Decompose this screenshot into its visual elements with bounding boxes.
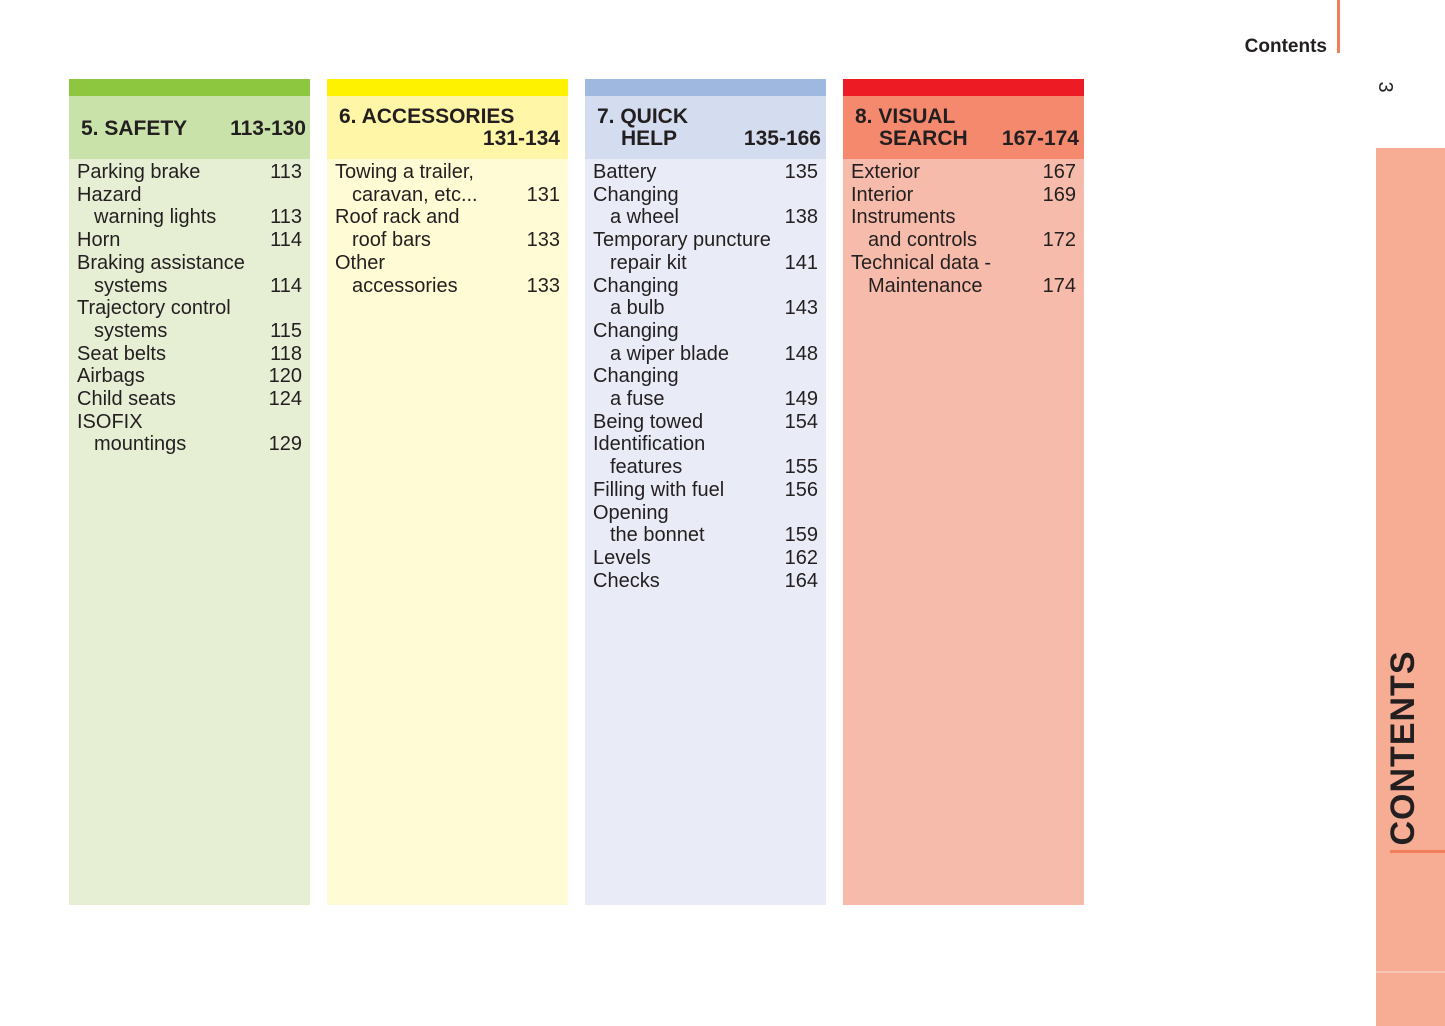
toc-entry[interactable] bbox=[77, 343, 302, 366]
toc-entry-label: ISOFIX bbox=[77, 410, 143, 433]
section-header[interactable] bbox=[327, 96, 568, 159]
toc-entry-page: 143 bbox=[784, 297, 818, 320]
toc-entry-label: Interior bbox=[851, 183, 914, 206]
toc-entry-line bbox=[593, 252, 818, 275]
toc-entry-line bbox=[593, 411, 818, 434]
toc-entry-line bbox=[851, 252, 1076, 275]
toc-entry-page: 131 bbox=[526, 183, 560, 206]
toc-entry-line bbox=[77, 320, 302, 343]
toc-entry-label: systems bbox=[94, 274, 168, 297]
toc-entry-line bbox=[851, 229, 1076, 252]
toc-entry[interactable] bbox=[851, 206, 1076, 251]
toc-entry-label: Braking assistance bbox=[77, 251, 245, 274]
toc-entry-label: Battery bbox=[593, 161, 657, 183]
toc-entry-line bbox=[851, 275, 1076, 298]
toc-entry-label: features bbox=[610, 456, 683, 479]
toc-entry-page: 124 bbox=[268, 388, 302, 411]
section-title-line1: 7. QUICK bbox=[597, 105, 689, 128]
section-column-quick-help bbox=[585, 79, 826, 905]
toc-entry-line bbox=[77, 343, 302, 366]
toc-entry-label: a fuse bbox=[610, 388, 665, 411]
toc-entry[interactable] bbox=[593, 547, 818, 570]
toc-entry-label: a bulb bbox=[610, 297, 665, 320]
toc-entry-label: Changing bbox=[593, 319, 679, 342]
toc-entry-label: Identification bbox=[593, 433, 706, 456]
section-title: 6. ACCESSORIES bbox=[339, 105, 515, 128]
toc-entry-line bbox=[77, 297, 302, 320]
toc-entry-page: 164 bbox=[784, 569, 818, 592]
toc-entry-line bbox=[77, 206, 302, 229]
toc-entry-page: 167 bbox=[1042, 161, 1076, 183]
toc-entry[interactable] bbox=[335, 161, 560, 206]
toc-entry-label: accessories bbox=[352, 274, 458, 297]
toc-entry-page: 156 bbox=[784, 478, 818, 501]
section-title-line1: 8. VISUAL bbox=[855, 105, 956, 128]
toc-entry-line bbox=[77, 161, 302, 184]
entry-list bbox=[77, 161, 302, 456]
toc-entry-label: mountings bbox=[94, 433, 187, 456]
toc-entry-label: Changing bbox=[593, 183, 679, 206]
toc-entry-line bbox=[335, 252, 560, 275]
toc-entry[interactable] bbox=[77, 388, 302, 411]
toc-entry[interactable] bbox=[851, 161, 1076, 184]
entry-list bbox=[593, 161, 818, 592]
toc-entry-line bbox=[335, 229, 560, 252]
toc-entry-label: Parking brake bbox=[77, 161, 201, 183]
toc-entry-label: Towing a trailer, bbox=[335, 161, 474, 183]
toc-entry-page: 172 bbox=[1042, 229, 1076, 252]
section-title-line2: HELP bbox=[621, 127, 678, 150]
contents-side-tab[interactable] bbox=[1376, 148, 1445, 1026]
toc-entry-label: caravan, etc... bbox=[352, 183, 478, 206]
toc-entry-label: and controls bbox=[868, 229, 977, 252]
toc-entry-line bbox=[335, 206, 560, 229]
toc-entry-line bbox=[77, 365, 302, 388]
toc-entry-line bbox=[593, 320, 818, 343]
section-color-bar bbox=[585, 79, 826, 96]
toc-entry-label: Trajectory control bbox=[77, 297, 231, 320]
toc-entry-label: Being towed bbox=[593, 410, 704, 433]
toc-entry-line bbox=[77, 411, 302, 434]
toc-entry-line bbox=[593, 184, 818, 207]
toc-entry-line bbox=[593, 365, 818, 388]
toc-entry-label: a wiper blade bbox=[610, 342, 729, 365]
toc-entry-page: 118 bbox=[270, 342, 302, 365]
toc-entry-line bbox=[77, 433, 302, 456]
toc-entry-label: Temporary puncture bbox=[593, 229, 771, 252]
toc-entry-line bbox=[593, 275, 818, 298]
toc-entry-line bbox=[593, 206, 818, 229]
toc-entry-label: repair kit bbox=[610, 251, 687, 274]
toc-entry-label: Filling with fuel bbox=[593, 478, 725, 501]
section-color-bar bbox=[327, 79, 568, 96]
toc-entry[interactable] bbox=[77, 229, 302, 252]
toc-entry-page: 133 bbox=[526, 229, 560, 252]
header-accent-rule bbox=[1337, 0, 1340, 53]
toc-entry[interactable] bbox=[851, 184, 1076, 207]
toc-entry-page: 113 bbox=[270, 161, 302, 183]
toc-entry-page: 148 bbox=[784, 342, 818, 365]
side-tab-accent-rule bbox=[1390, 850, 1445, 853]
toc-entry-line bbox=[593, 297, 818, 320]
toc-entry[interactable] bbox=[77, 252, 302, 297]
toc-entry-page: 141 bbox=[784, 251, 818, 274]
toc-entry-page: 115 bbox=[270, 319, 302, 342]
toc-entry-page: 135 bbox=[784, 161, 818, 183]
toc-entry[interactable] bbox=[77, 184, 302, 229]
toc-entry-page: 114 bbox=[270, 229, 302, 252]
toc-entry-line bbox=[593, 229, 818, 252]
toc-entry-page: 159 bbox=[784, 524, 818, 547]
toc-entry-line bbox=[851, 161, 1076, 184]
toc-entry-label: Changing bbox=[593, 274, 679, 297]
toc-entry-page: 169 bbox=[1042, 183, 1076, 206]
section-color-bar bbox=[843, 79, 1084, 96]
toc-entry-line bbox=[593, 502, 818, 525]
section-header[interactable] bbox=[69, 96, 310, 159]
toc-entry-page: 154 bbox=[784, 410, 818, 433]
toc-entry-label: Checks bbox=[593, 569, 660, 592]
toc-entry-label: Exterior bbox=[851, 161, 920, 183]
toc-entry-label: roof bars bbox=[352, 229, 431, 252]
toc-entry-label: Technical data - bbox=[851, 251, 992, 274]
toc-entry-label: Seat belts bbox=[77, 342, 166, 365]
toc-entry[interactable] bbox=[335, 206, 560, 251]
toc-entry[interactable] bbox=[593, 184, 818, 229]
section-column-accessories bbox=[327, 79, 568, 905]
toc-entry-line bbox=[77, 275, 302, 298]
toc-entry-line bbox=[593, 479, 818, 502]
toc-entry[interactable] bbox=[593, 502, 818, 547]
toc-entry-label: Instruments bbox=[851, 206, 956, 229]
toc-entry-page: 149 bbox=[784, 388, 818, 411]
toc-entry-page: 120 bbox=[268, 365, 302, 388]
section-page-range: 167-174 bbox=[1001, 127, 1079, 150]
toc-entry-line bbox=[593, 161, 818, 184]
toc-entry-line bbox=[77, 229, 302, 252]
toc-entry-line bbox=[335, 184, 560, 207]
toc-entry-line bbox=[593, 343, 818, 366]
toc-entry[interactable] bbox=[593, 570, 818, 593]
toc-entry[interactable] bbox=[593, 161, 818, 184]
toc-entry-label: Changing bbox=[593, 365, 679, 388]
side-tab-divider bbox=[1376, 971, 1445, 973]
section-title: 5. SAFETY bbox=[81, 117, 188, 140]
toc-entry-label: Horn bbox=[77, 229, 121, 252]
page-number: 3 bbox=[1374, 81, 1396, 93]
toc-entry-label: systems bbox=[94, 319, 168, 342]
toc-entry-label: warning lights bbox=[94, 206, 217, 229]
toc-entry-label: Other bbox=[335, 251, 386, 274]
toc-entry-page: 155 bbox=[784, 456, 818, 479]
toc-entry[interactable] bbox=[593, 411, 818, 434]
toc-entry-label: the bonnet bbox=[610, 524, 705, 547]
toc-entry[interactable] bbox=[77, 411, 302, 456]
toc-entry[interactable] bbox=[77, 297, 302, 342]
toc-entry[interactable] bbox=[593, 320, 818, 365]
toc-entry[interactable] bbox=[77, 365, 302, 388]
toc-entry[interactable] bbox=[593, 275, 818, 320]
toc-entry-label: Levels bbox=[593, 546, 651, 569]
toc-entry-line bbox=[593, 524, 818, 547]
section-color-bar bbox=[69, 79, 310, 96]
toc-entry-page: 129 bbox=[268, 433, 302, 456]
toc-entry[interactable] bbox=[77, 161, 302, 184]
toc-entry-line bbox=[593, 388, 818, 411]
toc-entry-line bbox=[77, 252, 302, 275]
section-title-line2: SEARCH bbox=[879, 127, 968, 150]
section-header[interactable] bbox=[843, 96, 1084, 159]
toc-entry-page: 162 bbox=[784, 546, 818, 569]
entry-list bbox=[851, 161, 1076, 297]
toc-entry-line bbox=[851, 206, 1076, 229]
page-title: Contents bbox=[1244, 36, 1327, 57]
toc-entry-line bbox=[593, 570, 818, 593]
toc-entry-label: Hazard bbox=[77, 183, 142, 206]
toc-entry-page: 114 bbox=[270, 274, 302, 297]
toc-entry-line bbox=[593, 547, 818, 570]
toc-entry-line bbox=[593, 433, 818, 456]
toc-entry-label: Maintenance bbox=[868, 274, 983, 297]
section-column-visual-search bbox=[843, 79, 1084, 905]
section-page-range: 113-130 bbox=[230, 117, 306, 140]
toc-entry[interactable] bbox=[593, 433, 818, 478]
toc-entry-label: Child seats bbox=[77, 388, 176, 411]
toc-entry[interactable] bbox=[335, 252, 560, 297]
toc-entry-page: 174 bbox=[1042, 274, 1076, 297]
toc-entry[interactable] bbox=[851, 252, 1076, 297]
toc-entry-line bbox=[77, 388, 302, 411]
toc-entry-line bbox=[335, 161, 560, 184]
toc-entry-line bbox=[77, 184, 302, 207]
toc-entry-label: Opening bbox=[593, 501, 669, 524]
toc-entry-line bbox=[593, 456, 818, 479]
toc-entry-label: Roof rack and bbox=[335, 206, 460, 229]
toc-entry-line bbox=[335, 275, 560, 298]
toc-entry-page: 133 bbox=[526, 274, 560, 297]
section-column-safety bbox=[69, 79, 310, 905]
toc-entry-page: 113 bbox=[270, 206, 302, 229]
entry-list bbox=[335, 161, 560, 297]
section-page-range: 135-166 bbox=[743, 127, 821, 150]
side-tab-label: CONTENTS bbox=[1384, 650, 1422, 846]
toc-entry[interactable] bbox=[593, 365, 818, 410]
section-page-range: 131-134 bbox=[482, 127, 560, 150]
section-header[interactable] bbox=[585, 96, 826, 159]
toc-entry[interactable] bbox=[593, 229, 818, 274]
toc-entry[interactable] bbox=[593, 479, 818, 502]
toc-entry-label: a wheel bbox=[610, 206, 679, 229]
toc-entry-line bbox=[851, 184, 1076, 207]
toc-entry-page: 138 bbox=[784, 206, 818, 229]
toc-entry-label: Airbags bbox=[77, 365, 145, 388]
